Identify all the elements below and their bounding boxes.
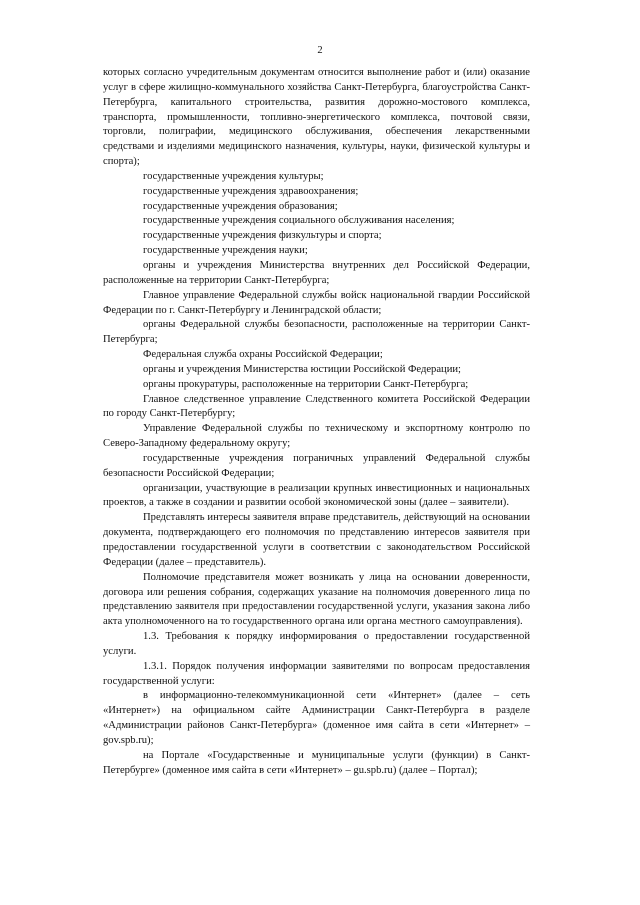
section-heading-1-3: 1.3. Требования к порядку информирования о предоставлении государственной услуги. [103, 631, 530, 657]
paragraph-9: Главное управление Федеральной службы войск национальной гвардии Российской Федерации по г. Санкт-Петербургу и Ленинградской области; [103, 289, 530, 316]
paragraph-16: государственные учреждения пограничных управлений Федеральной службы безопасности Российской Федерации; [103, 452, 530, 479]
paragraph-11: Федеральная служба охраны Российской Федерации; [143, 349, 383, 361]
paragraph-2: государственные учреждения культуры; [143, 170, 324, 182]
paragraph-portal: на Портале «Государственные и муниципальные услуги (функции) в Санкт-Петербурге» (доменное имя сайта в сети «Интернет» – gu.spb.ru) (далее – Портал); [103, 749, 530, 776]
page-number: 2 [317, 45, 323, 56]
paragraph-4: государственные учреждения образования; [143, 200, 338, 212]
paragraph-15: Управление Федеральной службы по техническому и экспортному контролю по Северо-Западному федеральному округу; [103, 423, 530, 450]
paragraph-13: органы прокуратуры, расположенные на территории Санкт-Петербурга; [143, 378, 469, 390]
paragraph-12: органы и учреждения Министерства юстиции Российской Федерации; [143, 363, 461, 375]
paragraph-6: государственные учреждения физкультуры и спорта; [143, 230, 382, 242]
paragraph-17: организации, участвующие в реализации крупных инвестиционных и национальных проектов, а также в создании и развитии особой экономической зоны (далее – заявители). [103, 482, 530, 509]
paragraph-internet: в информационно-телекоммуникационной сети «Интернет» (далее – сеть «Интернет») на официальном сайте Администрации Санкт-Петербурга в разделе «Администрации районов Санкт-Петербурга» (доменное имя сайта в сети «Интернет» – gov.spb.ru); [103, 690, 530, 746]
paragraph-7: государственные учреждения науки; [143, 245, 308, 257]
paragraph-19: Полномочие представителя может возникать у лица на основании доверенности, договора или решения собрания, содержащих указание на полномочия доверенного лица по представлению заявителя при предоставлении государственной услуги, указания закона либо акта уполномоченного на то государственного органа или органа местного самоуправления). [103, 571, 530, 628]
paragraph-1-3-1: 1.3.1. Порядок получения информации заявителями по вопросам предоставления государственной услуги: [103, 660, 530, 687]
paragraph-3: государственные учреждения здравоохранения; [143, 185, 359, 197]
paragraph-14: Главное следственное управление Следственного комитета Российской Федерации по городу Санкт-Петербургу; [103, 393, 530, 420]
paragraph-1: которых согласно учредительным документам относится выполнение работ и (или) оказание услуг в сфере жилищно-коммунального хозяйства Санкт-Петербурга, благоустройства Санкт-Петербурга, капитального строительства, развития дорожно-мостового комплекса, транспорта, промышленности, топливно-энергетического комплекса, почтовой связи, торговли, полиграфии, медицинского обслуживания, обеспечения лекарственными средствами и изделиями медицинского назначения, культуры, науки, физической культуры и спорта); [103, 67, 530, 168]
paragraph-8: органы и учреждения Министерства внутренних дел Российской Федерации, расположенные на территории Санкт-Петербурга; [103, 259, 530, 286]
paragraph-18: Представлять интересы заявителя вправе представитель, действующий на основании документа, подтверждающего его полномочия по представлению интересов заявителя при предоставлении государственной услуги в соответствии с законодательством Российской Федерации (далее – представитель). [103, 512, 530, 568]
paragraph-5: государственные учреждения социального обслуживания населения; [143, 215, 455, 227]
document-body [103, 66, 530, 779]
paragraph-10: органы Федеральной службы безопасности, расположенные на территории Санкт-Петербурга; [103, 319, 530, 346]
